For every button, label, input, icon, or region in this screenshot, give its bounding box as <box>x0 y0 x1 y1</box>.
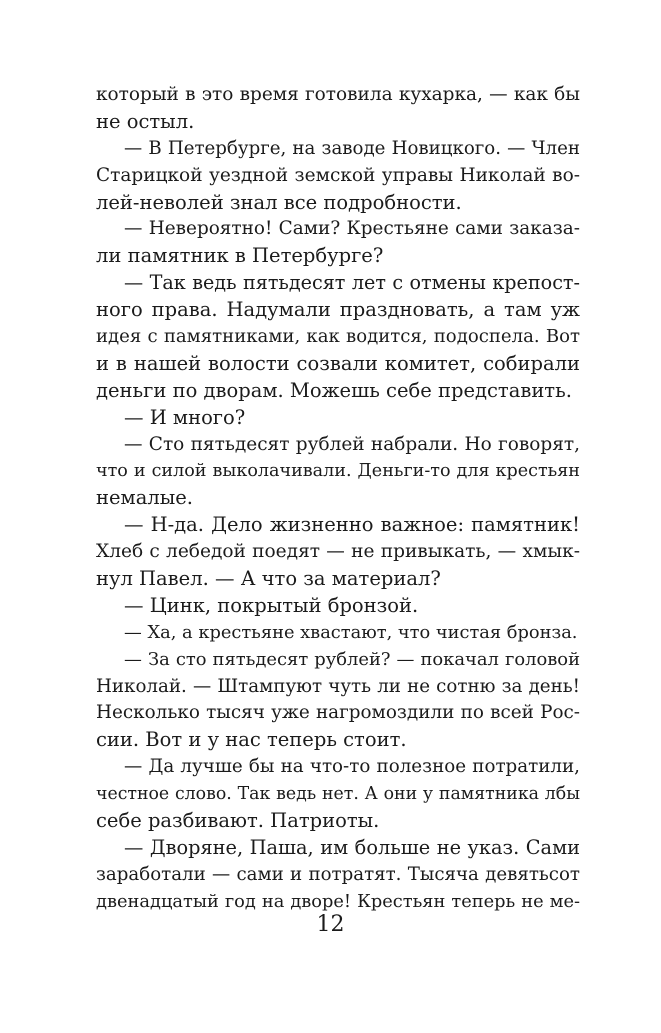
text-line: честное слово. Так ведь нет. А они у памятника лбы <box>96 784 580 805</box>
text-line: — Цинк, покрытый бронзой. <box>124 593 419 617</box>
text-line: что и силой выколачивали. Деньги-то для крестьян <box>96 461 580 482</box>
text-line: — Н-да. Дело жизненно важное: памятник! <box>124 513 580 537</box>
text-line: — Невероятно! Сами? Крестьяне сами заказа- <box>124 218 580 240</box>
text-line: сии. Вот и у нас теперь стоит. <box>96 728 407 752</box>
text-line: немалые. <box>96 486 193 510</box>
text-line: — Да лучше бы на что-то полезное потратили, <box>124 756 580 778</box>
text-line: — Сто пятьдесят рублей набрали. Но говорят, <box>124 433 580 455</box>
text-line: не остыл. <box>96 109 195 133</box>
text-line: который в это время готовила кухарка, — как бы <box>96 84 580 105</box>
text-line: заработали — сами и потратят. Тысяча девятьсот <box>96 863 580 885</box>
text-line: Николай. — Штампуют чуть ли не сотню за день! <box>96 675 580 697</box>
text-line: — В Петербурге, на заводе Новицкого. — Член <box>124 137 580 159</box>
text-line: идея с памятниками, как водится, подоспела. Вот <box>96 326 580 348</box>
text-line: двенадцатый год на дворе! Крестьян теперь не ме- <box>96 890 580 912</box>
text-line: — Ха, а крестьяне хвастают, что чистая бронза. <box>124 621 578 643</box>
text-line: — За сто пятьдесят рублей? — покачал головой <box>124 648 580 670</box>
text-line: — И много? <box>124 405 246 429</box>
text-line: — Дворяне, Паша, им больше не указ. Сами <box>124 835 580 859</box>
text-line: Несколько тысяч уже нагромоздили по всей Рос- <box>96 702 580 724</box>
page-number: 12 <box>316 912 345 937</box>
text-line: — Так ведь пятьдесят лет с отмены крепост- <box>124 271 580 295</box>
text-line: и в нашей волости созвали комитет, собирали <box>96 351 580 375</box>
text-line: Старицкой уездной земской управы Николай во- <box>96 164 580 186</box>
text-line: лей-неволей знал все подробности. <box>96 190 462 214</box>
text-line: Хлеб с лебедой поедят — не привыкать, — хмык- <box>96 541 580 563</box>
body-text <box>96 82 580 916</box>
text-line: ли памятник в Петербурге? <box>96 244 384 268</box>
text-line: деньги по дворам. Можешь себе представить. <box>96 378 572 402</box>
text-line: ного права. Надумали праздновать, а там уж <box>96 298 580 322</box>
text-line: нул Павел. — А что за материал? <box>96 567 441 591</box>
text-line: себе разбивают. Патриоты. <box>96 809 380 833</box>
